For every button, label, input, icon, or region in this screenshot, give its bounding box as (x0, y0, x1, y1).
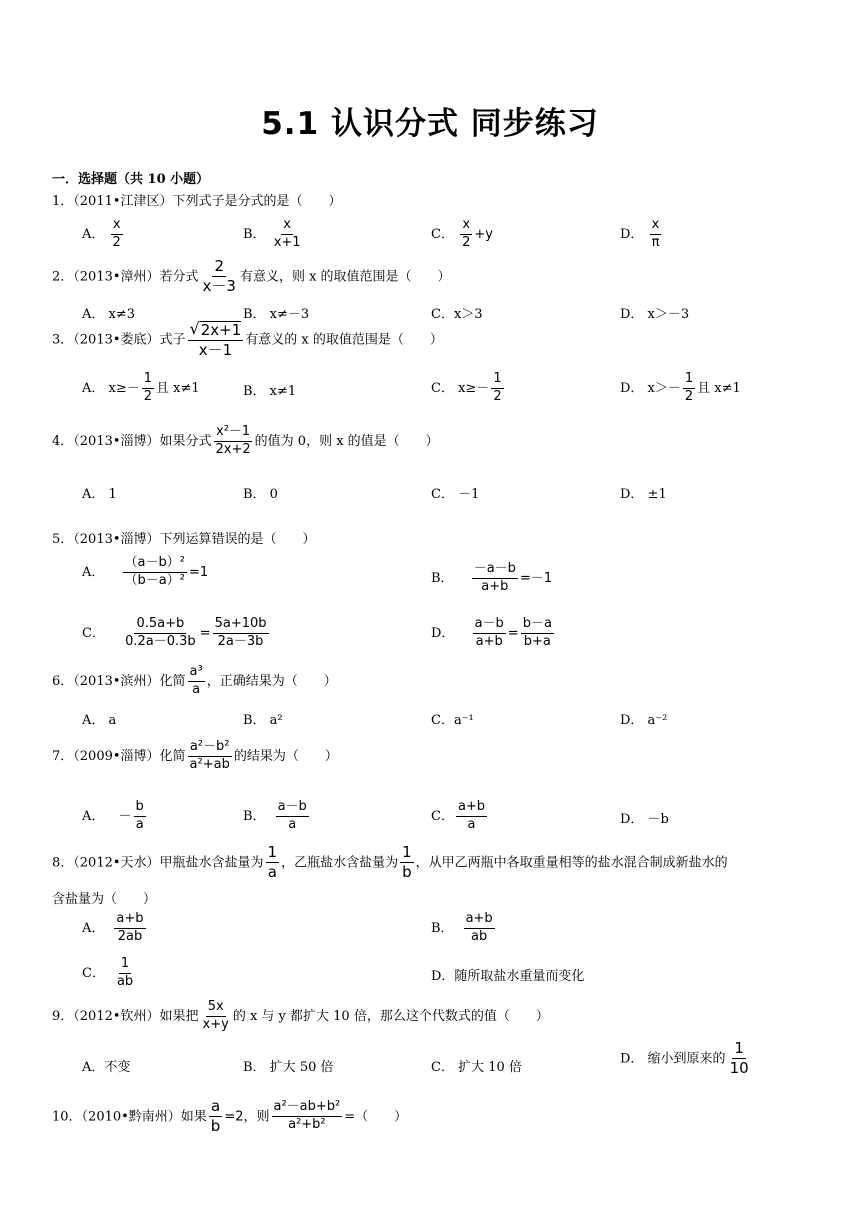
fraction: $\frac{5x}{x+y}$ (202, 999, 229, 1032)
question-2-stem: 2．（2013•漳州）若分式 $\frac{2}{x-3}$ 有意义，则 x 的取值范围是（ ） (52, 257, 451, 296)
fraction: $\frac{2}{x-3}$ (202, 257, 236, 296)
q4-option-d[interactable]: D． ±1 (620, 487, 667, 502)
q6-option-a[interactable]: A． a (82, 713, 117, 728)
option-label: B． (243, 226, 266, 242)
q1-option-b[interactable] (243, 218, 305, 251)
fraction: $\frac{1}{a}$ (267, 843, 278, 882)
q6-option-c[interactable]: C．a⁻¹ (431, 713, 474, 728)
question-7-stem: 7．（2009•淄博）化简 $\frac{\text{a²－b²}}{\text{a²+ab}}$ 的结果为（ ） (52, 739, 338, 772)
fraction: $\frac{x}{x+1}$ (273, 217, 301, 250)
question-5-stem: 5．（2013•淄博）下列运算错误的是（ ） (52, 532, 316, 547)
q7-option-a[interactable]: A． － $\frac{b}{a}$ (82, 799, 144, 832)
fraction: $\frac{a+b}{a}$ (457, 799, 486, 832)
question-4-stem: 4．（2013•淄博）如果分式 $\frac{\text{x²－1}}{2x+2}$ 的值为 0，则 x 的值是（ ） (52, 424, 439, 457)
option-label: A． (82, 226, 105, 242)
q4-option-a[interactable]: A． 1 (82, 487, 117, 502)
q1-option-c[interactable]: C． $\frac{x}{2}$ +y (431, 217, 493, 250)
section-heading: 一．选择题（共 10 小题） (52, 172, 210, 187)
fraction: $\frac{√2x+1}{x-1}$ (189, 319, 242, 360)
q6-option-b[interactable]: B． a² (243, 713, 283, 728)
q3-option-d[interactable]: D． x＞－ $\frac{1}{2}$ 且 x≠1 (620, 371, 741, 404)
q3-option-a[interactable]: A． x≥－ $\frac{1}{2}$ 且 x≠1 (82, 371, 200, 404)
fraction: $\frac{1}{ab}$ (116, 956, 134, 989)
q9-option-a[interactable]: A．不变 (82, 1060, 131, 1075)
q6-option-d[interactable]: D． a⁻² (620, 713, 668, 728)
page-title: 5.1 认识分式 同步练习 (261, 106, 599, 142)
fraction: $\frac{\text{a²－ab+b²}}{\text{a²+b²}}$ (273, 1099, 341, 1133)
q4-option-c[interactable]: C． －1 (431, 487, 480, 502)
question-10-stem: 10．（2010•黔南州）如果 $\frac{a}{b}$ =2，则 $\frac{\text{a²－ab+b²}}{\text{a²+b²}}$ =（ ） (52, 1097, 408, 1136)
fraction: $\frac{0.5a+b}{0.2a-0.3b}$ (125, 616, 196, 649)
question-3-stem: 3．（2013•娄底）式子 $\frac{√2x+1}{x-1}$ 有意义的 x 的取值范围是（ ） (52, 319, 443, 360)
question-8-stem: 8．（2012•天水）甲瓶盐水含盐量为 $\frac{1}{a}$ ，乙瓶盐水含盐量为 $\frac{1}{b}$ ，从甲乙两瓶中各取重量相等的盐水混合制成新盐水的 (52, 843, 728, 882)
q2-option-a[interactable]: A． x≠3 (82, 307, 136, 322)
fraction: $\frac{\text{（a－b）²}}{\text{（b－a）²}}$ (124, 555, 185, 588)
q3-option-b[interactable]: B． x≠1 (243, 384, 297, 399)
q2-option-c[interactable]: C．x＞3 (431, 307, 483, 322)
q9-option-c[interactable]: C． 扩大 10 倍 (431, 1060, 522, 1075)
q2-option-b[interactable]: B． x≠－3 (243, 307, 310, 322)
question-6-stem: 6．（2013•滨州）化简 $\frac{\text{a³}}{a}$ ，正确结果为（ ） (52, 664, 337, 697)
q8-option-d[interactable]: D．随所取盐水重量而变化 (431, 969, 585, 984)
fraction: $\frac{a-b}{a+b}$ (474, 616, 504, 649)
question-9-stem: 9．（2012•钦州）如果把 $\frac{5x}{x+y}$ 的 x 与 y 都扩大 10 倍，那么这个代数式的值（ ） (52, 999, 549, 1032)
fraction: $\frac{1}{10}$ (729, 1039, 749, 1078)
fraction: $\frac{x}{\pi}$ (651, 217, 660, 250)
q1-option-d[interactable] (620, 218, 663, 251)
q5-option-d[interactable]: D． $\frac{a-b}{a+b}$ = $\frac{b-a}{b+a}$ (431, 616, 552, 649)
fraction: $\frac{-a-b}{a+b}$ (473, 561, 516, 594)
question-1-stem: 1．（2011•江津区）下列式子是分式的是（ ） (52, 194, 342, 209)
option-label: C． (431, 226, 454, 242)
q9-option-b[interactable]: B． 扩大 50 倍 (243, 1060, 334, 1075)
question-8-stem-line2: 含盐量为（ ） (52, 892, 157, 907)
fraction: $\frac{1}{2}$ (143, 371, 153, 404)
fraction: $\frac{\text{a³}}{a}$ (189, 664, 203, 697)
q7-option-d[interactable]: D． －b (620, 812, 669, 827)
q1-option-a[interactable] (82, 218, 125, 251)
q4-option-b[interactable]: B． 0 (243, 487, 278, 502)
q7-option-b[interactable]: B． $\frac{a-b}{a}$ (243, 799, 307, 832)
q8-option-c[interactable]: C． $\frac{1}{ab}$ (82, 956, 134, 989)
option-label: D． (620, 226, 644, 242)
q5-option-c[interactable]: C． $\frac{0.5a+b}{0.2a-0.3b}$ = $\frac{5a+10b}{2a-3b}$ (82, 616, 267, 649)
q8-option-b[interactable]: B． $\frac{a+b}{ab}$ (431, 911, 493, 944)
fraction: $\frac{a-b}{a}$ (277, 799, 307, 832)
fraction: $\frac{1}{2}$ (684, 371, 694, 404)
q3-option-c[interactable]: C． x≥－ $\frac{1}{2}$ (431, 371, 502, 404)
fraction: $\frac{1}{2}$ (493, 371, 502, 404)
fraction: $\frac{1}{b}$ (402, 843, 412, 882)
fraction: $\frac{x}{2}$ (112, 217, 121, 250)
fraction: $\frac{5a+10b}{2a-3b}$ (214, 616, 267, 649)
fraction: $\frac{\text{x²－1}}{2x+2}$ (215, 424, 251, 457)
q8-option-a[interactable]: A． $\frac{a+b}{2ab}$ (82, 911, 144, 944)
q2-option-d[interactable]: D． x＞－3 (620, 307, 690, 322)
fraction: $\frac{a+b}{ab}$ (465, 911, 493, 944)
q5-option-a[interactable]: A． $\frac{\text{（a－b）²}}{\text{（b－a）²}}$ =1 (82, 555, 209, 588)
q5-option-b[interactable]: B． $\frac{-a-b}{a+b}$ =－1 (431, 561, 553, 594)
q9-option-d[interactable]: D． 缩小到原来的 $\frac{1}{10}$ (620, 1039, 749, 1078)
q7-option-c[interactable]: C． $\frac{a+b}{a}$ (431, 799, 486, 832)
fraction: $\frac{a+b}{2ab}$ (116, 911, 144, 944)
fraction: $\frac{\text{a²－b²}}{\text{a²+ab}}$ (189, 739, 230, 772)
fraction: $\frac{x}{2}$ (462, 217, 471, 250)
fraction: $\frac{b}{a}$ (135, 799, 144, 832)
fraction: $\frac{b-a}{b+a}$ (522, 616, 552, 649)
fraction: $\frac{a}{b}$ (210, 1097, 221, 1136)
